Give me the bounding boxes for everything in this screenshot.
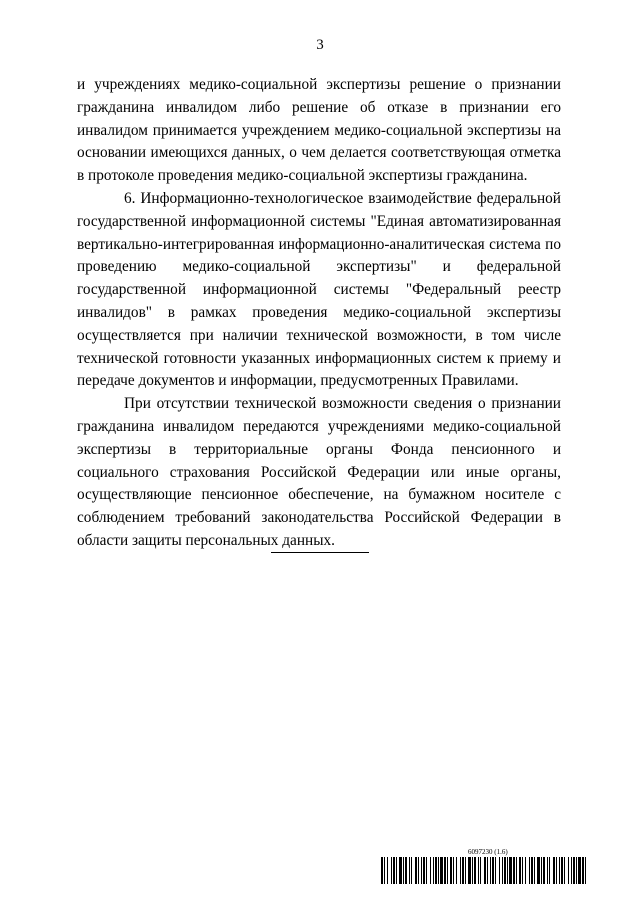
barcode-bar xyxy=(561,857,563,884)
barcode-bar xyxy=(423,857,425,884)
barcode-bar xyxy=(576,857,577,884)
barcode-bar xyxy=(391,857,392,884)
barcode-bar xyxy=(484,857,486,884)
paragraph-no-technical-possibility: При отсутствии технической возможности сведения о признании гражданина инвалидом передаются учреждениями медико-социальной экспертизы в территориальные органы Фонда пенсионного и социального страхования Российской Федерации или иные органы, осуществляющие пенсионное обеспечение, на бумажном носителе с соблюдением требований законодательства Российской Федерации в области защиты персональных данных. xyxy=(77,395,561,549)
barcode-bar xyxy=(433,857,434,884)
barcode-bar xyxy=(399,857,402,884)
barcode-bar xyxy=(495,857,496,884)
paragraph-item-6: 6. Информационно-технологическое взаимодействие федеральной государственной информационной системы "Единая автоматизированная вертикально-интегрированная информационно-аналитическая система по проведению медико-социальной экспертизы" и федеральной государственной информационной системы "Федеральный реестр инвалидов" в рамках проведения медико-социальной экспертизы осуществляется при наличии технической возможности, в том числе технической готовности указанных информационных систем к приему и передаче документов и информации, предусмотренных Правилами. xyxy=(77,189,561,390)
barcode-bar xyxy=(516,857,517,884)
barcode-bar xyxy=(447,857,448,884)
barcode-bar xyxy=(409,857,410,884)
barcode-bar xyxy=(474,857,476,884)
barcode-bar xyxy=(460,857,461,884)
barcode-bar xyxy=(478,857,479,884)
barcode-bar xyxy=(435,857,437,884)
barcode-bar xyxy=(421,857,422,884)
barcode-bar xyxy=(547,857,548,884)
barcode-bar xyxy=(571,857,572,884)
barcode-bar xyxy=(456,857,457,884)
barcode-bar xyxy=(384,857,385,884)
barcode-bar xyxy=(582,857,584,884)
barcode-bar xyxy=(490,857,491,884)
barcode-bar xyxy=(440,857,443,884)
paragraph-continued: и учреждениях медико-социальной экспертизы решение о признании гражданина инвалидом либо решение об отказе в признании его инвалидом принимается учреждением медико-социальной экспертизы на основании имеющихся данных, о чем делается соответствующая отметка в протоколе проведения медико-социальной экспертизы гражданина. xyxy=(77,76,561,185)
barcode-bar xyxy=(426,857,427,884)
page-number: 3 xyxy=(316,37,324,53)
barcode-bar xyxy=(519,857,521,884)
barcode-bar xyxy=(430,857,431,884)
barcode-bar xyxy=(531,857,533,884)
barcode-bar xyxy=(543,857,545,884)
barcode-bar xyxy=(504,857,506,884)
barcode-bar xyxy=(418,857,419,884)
barcode-bar xyxy=(525,857,526,884)
barcode-bar xyxy=(534,857,535,884)
barcode-bar xyxy=(556,857,557,884)
barcode-bar xyxy=(453,857,454,884)
barcode-bar xyxy=(438,857,439,884)
barcode-bar xyxy=(462,857,464,884)
barcode-bar xyxy=(578,857,581,884)
barcode-bar xyxy=(393,857,395,884)
barcode xyxy=(381,857,587,884)
barcode-bar xyxy=(502,857,503,884)
barcode-bar xyxy=(405,857,407,884)
barcode-bar xyxy=(513,857,515,884)
barcode-bar xyxy=(541,857,542,884)
barcode-bar xyxy=(444,857,446,884)
barcode-bar xyxy=(499,857,500,884)
barcode-bar xyxy=(585,857,586,884)
barcode-bar xyxy=(492,857,494,884)
barcode-bar xyxy=(472,857,473,884)
barcode-bar xyxy=(387,857,388,884)
barcode-bar xyxy=(509,857,512,884)
barcode-bar xyxy=(573,857,575,884)
barcode-bar xyxy=(450,857,452,884)
barcode-bar xyxy=(568,857,569,884)
barcode-bar xyxy=(553,857,555,884)
barcode-bar xyxy=(403,857,404,884)
barcode-bar xyxy=(381,857,383,884)
barcode-bar xyxy=(396,857,397,884)
barcode-caption: 6097230 (1.6) xyxy=(468,848,508,856)
barcode-bar xyxy=(487,857,488,884)
document-body xyxy=(77,74,561,553)
end-separator-line xyxy=(271,552,369,553)
barcode-bar xyxy=(529,857,530,884)
barcode-bar xyxy=(468,857,471,884)
barcode-bar xyxy=(522,857,523,884)
barcode-bar xyxy=(411,857,412,884)
barcode-bar xyxy=(507,857,508,884)
barcode-bar xyxy=(559,857,560,884)
barcode-bar xyxy=(465,857,466,884)
barcode-bar xyxy=(537,857,540,884)
barcode-bar xyxy=(564,857,565,884)
barcode-bar xyxy=(415,857,417,884)
barcode-bar xyxy=(549,857,550,884)
barcode-bar xyxy=(480,857,481,884)
